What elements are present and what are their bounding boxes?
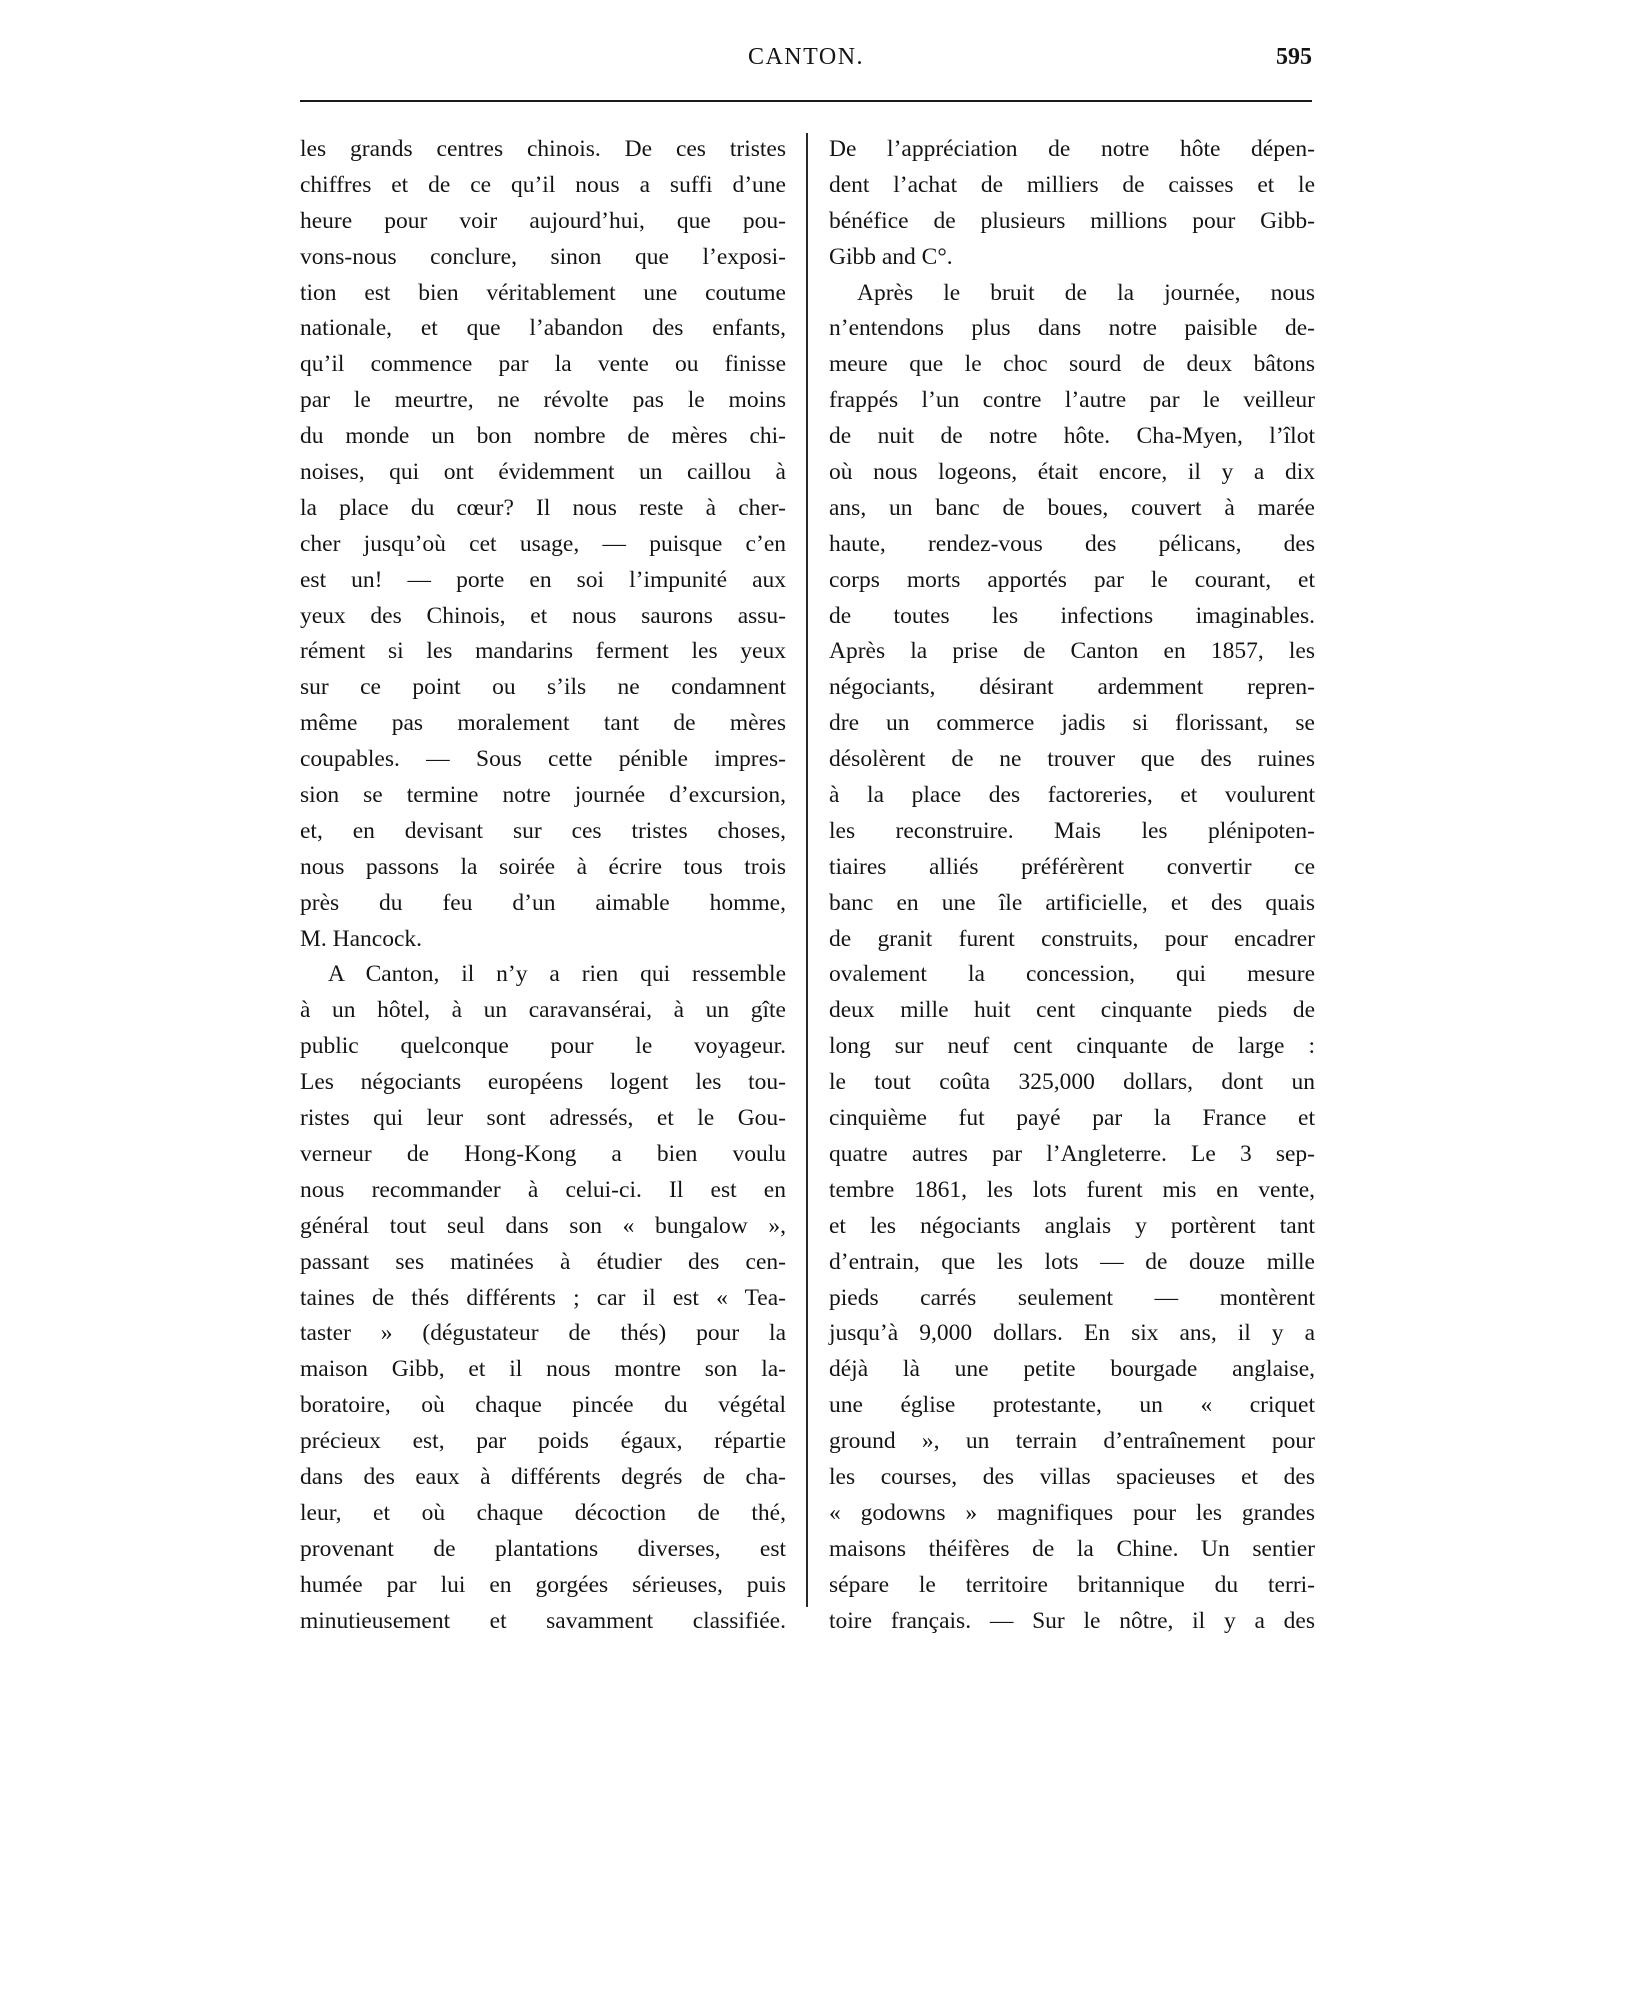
text-line: par le meurtre, ne révolte pas le moins bbox=[300, 387, 786, 414]
text-line: nationale, et que l’abandon des enfants, bbox=[300, 315, 786, 342]
text-line: est un! — porte en soi l’impunité aux bbox=[300, 566, 786, 593]
text-line: Après la prise de Canton en 1857, les bbox=[829, 638, 1315, 665]
text-line: bénéfice de plusieurs millions pour Gibb- bbox=[829, 207, 1315, 234]
text-line: A Canton, il n’y a rien qui ressemble bbox=[328, 961, 786, 988]
text-line: yeux des Chinois, et nous saurons assu- bbox=[300, 602, 786, 629]
text-line: ovalement la concession, qui mesure bbox=[829, 961, 1315, 988]
text-line: le tout coûta 325,000 dollars, dont un bbox=[829, 1069, 1315, 1096]
text-line: Gibb and C°. bbox=[829, 243, 953, 270]
text-line: provenant de plantations diverses, est bbox=[300, 1535, 786, 1562]
text-line: et, en devisant sur ces tristes choses, bbox=[300, 817, 786, 844]
text-line: la place du cœur? Il nous reste à cher- bbox=[300, 494, 786, 521]
text-line: du monde un bon nombre de mères chi- bbox=[300, 423, 786, 450]
text-line: De l’appréciation de notre hôte dépen- bbox=[829, 136, 1315, 162]
text-line: dre un commerce jadis si florissant, se bbox=[829, 710, 1315, 737]
running-head-title: CANTON. bbox=[747, 44, 865, 70]
text-line: banc en une île artificielle, et des quais bbox=[829, 889, 1315, 916]
text-line: deux mille huit cent cinquante pieds de bbox=[829, 997, 1315, 1024]
text-line: quatre autres par l’Angleterre. Le 3 sep- bbox=[829, 1140, 1315, 1167]
text-column-right bbox=[829, 132, 1315, 1639]
text-line: vons-nous conclure, sinon que l’exposi- bbox=[300, 243, 786, 270]
text-line: de granit furent construits, pour encadrer bbox=[829, 925, 1315, 952]
text-line: sur ce point ou s’ils ne condamnent bbox=[300, 674, 786, 701]
text-line: ans, un banc de boues, couvert à marée bbox=[829, 494, 1315, 521]
text-line: frappés l’un contre l’autre par le veilleur bbox=[829, 387, 1315, 414]
text-line: tion est bien véritablement une coutume bbox=[300, 279, 786, 306]
text-line: nous passons la soirée à écrire tous trois bbox=[300, 853, 786, 880]
text-line: verneur de Hong-Kong a bien voulu bbox=[300, 1140, 786, 1167]
text-line: pieds carrés seulement — montèrent bbox=[829, 1284, 1315, 1311]
text-line: dans des eaux à différents degrés de cha- bbox=[300, 1463, 786, 1490]
text-line: coupables. — Sous cette pénible impres- bbox=[300, 746, 786, 773]
text-column-left bbox=[300, 132, 786, 1639]
text-line: « godowns » magnifiques pour les grandes bbox=[829, 1499, 1315, 1526]
text-line: maison Gibb, et il nous montre son la- bbox=[300, 1356, 786, 1383]
text-line: qu’il commence par la vente ou finisse bbox=[300, 351, 786, 378]
text-line: heure pour voir aujourd’hui, que pou- bbox=[300, 207, 786, 234]
text-line: à un hôtel, à un caravansérai, à un gîte bbox=[300, 997, 786, 1024]
text-line: à la place des factoreries, et voulurent bbox=[829, 782, 1315, 809]
text-line: cinquième fut payé par la France et bbox=[829, 1105, 1315, 1132]
text-line: ristes qui leur sont adressés, et le Gou- bbox=[300, 1105, 786, 1132]
text-line: sion se termine notre journée d’excursion, bbox=[300, 782, 786, 809]
text-line: les reconstruire. Mais les plénipoten- bbox=[829, 817, 1315, 844]
text-line: noises, qui ont évidemment un caillou à bbox=[300, 459, 786, 486]
text-line: long sur neuf cent cinquante de large : bbox=[829, 1033, 1315, 1060]
text-line: nous recommander à celui-ci. Il est en bbox=[300, 1176, 786, 1203]
text-line: taines de thés différents ; car il est « Tea- bbox=[300, 1284, 786, 1311]
text-line: tiaires alliés préférèrent convertir ce bbox=[829, 853, 1315, 880]
text-line: meure que le choc sourd de deux bâtons bbox=[829, 351, 1315, 378]
text-line: ground », un terrain d’entraînement pour bbox=[829, 1428, 1315, 1455]
text-line: désolèrent de ne trouver que des ruines bbox=[829, 746, 1315, 773]
text-line: cher jusqu’où cet usage, — puisque c’en bbox=[300, 530, 786, 557]
text-line: humée par lui en gorgées sérieuses, puis bbox=[300, 1571, 786, 1598]
text-line: Après le bruit de la journée, nous bbox=[857, 279, 1315, 306]
text-line: n’entendons plus dans notre paisible de- bbox=[829, 315, 1315, 342]
text-line: même pas moralement tant de mères bbox=[300, 710, 786, 737]
text-line: chiffres et de ce qu’il nous a suffi d’une bbox=[300, 171, 786, 198]
text-line: de toutes les infections imaginables. bbox=[829, 602, 1315, 629]
page-number: 595 bbox=[1276, 44, 1312, 70]
text-line: négociants, désirant ardemment repren- bbox=[829, 674, 1315, 701]
text-line: boratoire, où chaque pincée du végétal bbox=[300, 1392, 786, 1419]
text-line: leur, et où chaque décoction de thé, bbox=[300, 1499, 786, 1526]
text-line: une église protestante, un « criquet bbox=[829, 1392, 1315, 1419]
header-rule bbox=[300, 100, 1312, 102]
text-line: tembre 1861, les lots furent mis en vente, bbox=[829, 1176, 1315, 1203]
text-line: d’entrain, que les lots — de douze mille bbox=[829, 1248, 1315, 1275]
text-line: général tout seul dans son « bungalow », bbox=[300, 1212, 786, 1239]
text-line: jusqu’à 9,000 dollars. En six ans, il y a bbox=[829, 1320, 1315, 1347]
text-line: minutieusement et savamment classifiée. bbox=[300, 1607, 786, 1634]
text-line: passant ses matinées à étudier des cen- bbox=[300, 1248, 786, 1275]
text-line: de nuit de notre hôte. Cha-Myen, l’îlot bbox=[829, 423, 1315, 450]
text-line: taster » (dégustateur de thés) pour la bbox=[300, 1320, 786, 1347]
text-line: corps morts apportés par le courant, et bbox=[829, 566, 1315, 593]
running-head bbox=[300, 44, 1312, 84]
column-divider bbox=[806, 133, 808, 1607]
text-line: et les négociants anglais y portèrent tant bbox=[829, 1212, 1315, 1239]
text-line: précieux est, par poids égaux, répartie bbox=[300, 1428, 786, 1455]
text-line: rément si les mandarins ferment les yeux bbox=[300, 638, 786, 665]
text-line: M. Hancock. bbox=[300, 925, 423, 952]
text-line: les courses, des villas spacieuses et des bbox=[829, 1463, 1315, 1490]
text-line: toire français. — Sur le nôtre, il y a des bbox=[829, 1607, 1315, 1634]
text-line: haute, rendez-vous des pélicans, des bbox=[829, 530, 1315, 557]
text-line: Les négociants européens logent les tou- bbox=[300, 1069, 786, 1096]
text-line: dent l’achat de milliers de caisses et le bbox=[829, 171, 1315, 198]
text-line: déjà là une petite bourgade anglaise, bbox=[829, 1356, 1315, 1383]
text-line: les grands centres chinois. De ces tristes bbox=[300, 136, 786, 162]
text-line: public quelconque pour le voyageur. bbox=[300, 1033, 786, 1060]
text-line: où nous logeons, était encore, il y a dix bbox=[829, 459, 1315, 486]
text-line: maisons théifères de la Chine. Un sentier bbox=[829, 1535, 1315, 1562]
text-line: près du feu d’un aimable homme, bbox=[300, 889, 786, 916]
text-line: sépare le territoire britannique du terri- bbox=[829, 1571, 1315, 1598]
